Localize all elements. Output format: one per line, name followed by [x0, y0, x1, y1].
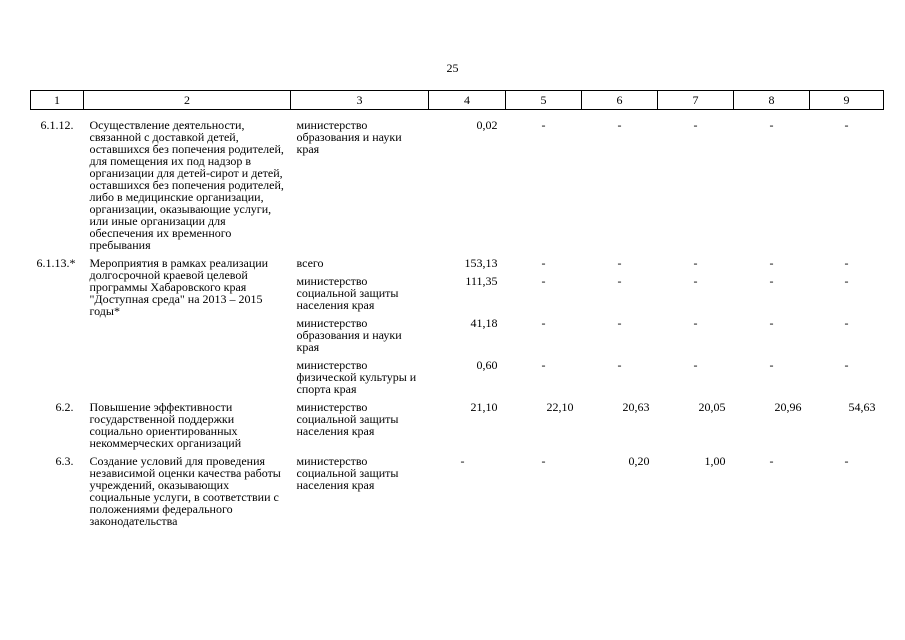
value-col-8: - — [769, 316, 774, 330]
value-col-4: 21,10 — [470, 400, 498, 414]
value-col-5: 22,10 — [546, 400, 574, 414]
value-col-9: - — [844, 274, 849, 288]
header-cell-1: 1 — [31, 91, 84, 110]
header-cell-6: 6 — [582, 91, 658, 110]
value-col-9: - — [844, 454, 849, 468]
value-col-4: - — [460, 454, 465, 468]
value-col-8: - — [769, 118, 774, 132]
value-col-4: 0,02 — [476, 118, 498, 132]
value-col-6: - — [617, 358, 622, 372]
value-col-5: - — [541, 256, 546, 270]
item-description: Повышение эффективности государственной поддержки социально ориентированных некоммерческих организаций — [89, 400, 242, 450]
value-col-8: - — [769, 454, 774, 468]
table-header-row — [31, 91, 884, 110]
value-col-6: 20,63 — [622, 400, 650, 414]
value-col-7: 20,05 — [698, 400, 726, 414]
header-cell-9: 9 — [810, 91, 884, 110]
item-executor: министерство физической культуры и спорта края — [296, 358, 417, 396]
value-col-6: - — [617, 118, 622, 132]
item-executor: министерство социальной защиты населения края — [296, 274, 399, 312]
item-description: Мероприятия в рамках реализации долгосрочной краевой целевой программы Хабаровского края "Доступная среда" на 2013 – 2015 годы* — [89, 256, 269, 318]
header-cell-8: 8 — [734, 91, 810, 110]
value-col-5: - — [541, 118, 546, 132]
value-col-8: - — [769, 256, 774, 270]
value-col-9: - — [844, 256, 849, 270]
item-executor: министерство социальной защиты населения края — [296, 454, 399, 492]
value-col-7: - — [693, 274, 698, 288]
item-description: Создание условий для проведения независимой оценки качества работы учреждений, оказывающих социальные услуги, в соответствии с положениями федерального законодательства — [89, 454, 281, 528]
value-col-7: - — [693, 316, 698, 330]
item-number: 6.2. — [55, 400, 74, 414]
value-col-7: - — [693, 358, 698, 372]
value-col-8: - — [769, 358, 774, 372]
header-cell-5: 5 — [506, 91, 582, 110]
value-col-6: 0,20 — [628, 454, 650, 468]
value-col-5: - — [541, 316, 546, 330]
value-col-5: - — [541, 358, 546, 372]
value-col-4: 111,35 — [465, 274, 498, 288]
item-executor: министерство образования и науки края — [296, 316, 402, 354]
item-description: Осуществление деятельности, связанной с доставкой детей, оставшихся без попечения родителей, для помещения их под надзор в организации для детей-сирот и детей, оставшихся без попечения родителей, либо в медицинские организации, организации, оказывающие услуги, или иные организации для обеспечения их временного пребывания — [89, 118, 284, 252]
value-col-5: - — [541, 274, 546, 288]
value-col-5: - — [541, 454, 546, 468]
item-executor: министерство социальной защиты населения края — [296, 400, 399, 438]
item-number: 6.1.13.* — [36, 256, 76, 270]
header-cell-4: 4 — [429, 91, 506, 110]
item-executor: всего — [296, 256, 324, 270]
document-table — [30, 90, 884, 533]
table-row — [31, 401, 884, 455]
table-row — [31, 110, 884, 258]
item-number: 6.3. — [55, 454, 74, 468]
table-row — [31, 455, 884, 533]
value-col-8: 20,96 — [774, 400, 802, 414]
value-col-9: - — [844, 358, 849, 372]
value-col-8: - — [769, 274, 774, 288]
value-col-4: 0,60 — [476, 358, 498, 372]
value-col-9: 54,63 — [848, 400, 876, 414]
value-col-7: - — [693, 118, 698, 132]
item-number: 6.1.12. — [40, 118, 74, 132]
value-col-6: - — [617, 256, 622, 270]
value-col-9: - — [844, 316, 849, 330]
table-row — [31, 257, 884, 275]
header-cell-2: 2 — [84, 91, 291, 110]
item-executor: министерство образования и науки края — [296, 118, 402, 156]
value-col-4: 41,18 — [470, 316, 498, 330]
header-cell-7: 7 — [658, 91, 734, 110]
header-cell-3: 3 — [291, 91, 429, 110]
value-col-7: - — [693, 256, 698, 270]
value-col-9: - — [844, 118, 849, 132]
value-col-7: 1,00 — [704, 454, 726, 468]
value-col-6: - — [617, 274, 622, 288]
page-number: 25 — [446, 61, 459, 75]
value-col-6: - — [617, 316, 622, 330]
value-col-4: 153,13 — [464, 256, 498, 270]
